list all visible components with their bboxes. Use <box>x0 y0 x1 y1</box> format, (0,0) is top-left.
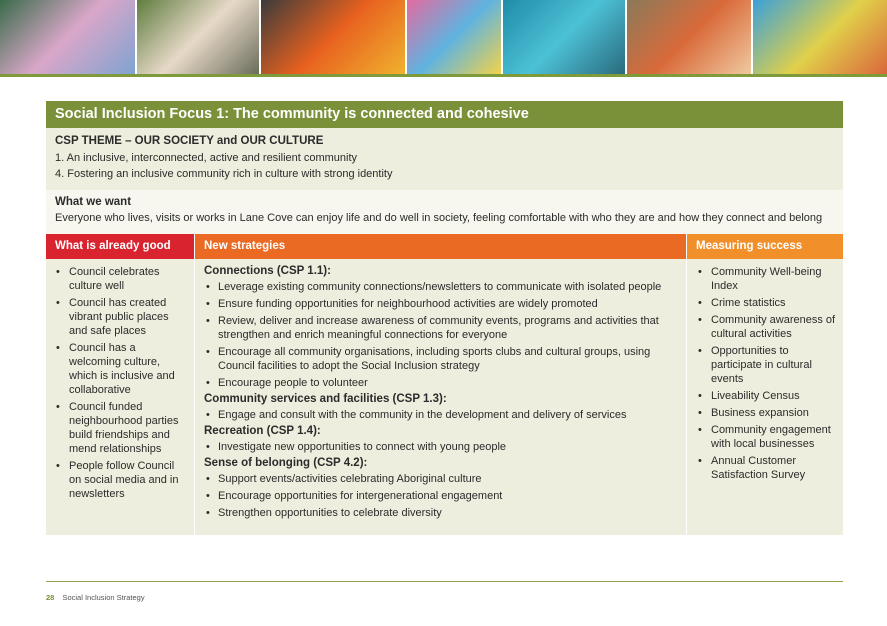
family-photo <box>135 0 259 74</box>
strategy-list <box>204 472 686 520</box>
dancers-photo <box>0 0 135 74</box>
already-good-item: • People follow Council on social media and in newsletters <box>46 459 194 501</box>
measuring-success-item: • Opportunities to participate in cultural events <box>687 344 843 386</box>
pool-photo <box>501 0 625 74</box>
page-footer <box>46 593 145 602</box>
csp-theme-heading: CSP THEME – OUR SOCIETY and OUR CULTURE <box>55 135 324 147</box>
strategy-table <box>46 234 843 535</box>
strategy-list <box>204 408 686 422</box>
already-good-column <box>46 234 194 535</box>
what-we-want-heading: What we want <box>55 196 132 208</box>
measuring-success-heading: Measuring success <box>686 234 843 259</box>
csp-theme-line: 4. Fostering an inclusive community rich in culture with strong identity <box>55 168 393 180</box>
strategy-section-title: Sense of belonging (CSP 4.2): <box>204 457 368 469</box>
focus-panel <box>46 101 843 535</box>
page-number: 28 <box>46 593 55 602</box>
strategy-section <box>204 425 686 454</box>
strategy-item: • Leverage existing community connections/newsletters to communicate with isolated people <box>204 280 686 294</box>
already-good-item: • Council has a welcoming culture, which is inclusive and collaborative <box>46 341 194 397</box>
already-good-body <box>46 259 194 535</box>
strategy-item: • Encourage opportunities for intergenerational engagement <box>204 489 686 503</box>
strategy-item: • Engage and consult with the community in the development and delivery of services <box>204 408 686 422</box>
strategy-list <box>204 280 686 390</box>
strategy-item: • Investigate new opportunities to connect with young people <box>204 440 686 454</box>
strategy-section <box>204 457 686 520</box>
measuring-success-item: • Community engagement with local businesses <box>687 423 843 451</box>
strategy-item: • Encourage all community organisations, including sports clubs and cultural groups, using Council facilities to adopt the Social Inclusion strategy <box>204 345 686 373</box>
strategy-section <box>204 265 686 390</box>
strategy-section-title: Recreation (CSP 1.4): <box>204 425 321 437</box>
strategy-item: • Ensure funding opportunities for neighbourhood activities are widely promoted <box>204 297 686 311</box>
already-good-list <box>46 265 194 501</box>
dog-photo <box>405 0 501 74</box>
focus-title: Social Inclusion Focus 1: The community is connected and cohesive <box>46 101 843 128</box>
already-good-item: • Council has created vibrant public places and safe places <box>46 296 194 338</box>
strategy-section-title: Community services and facilities (CSP 1.3): <box>204 393 447 405</box>
measuring-success-item: • Community awareness of cultural activities <box>687 313 843 341</box>
new-strategies-heading: New strategies <box>194 234 686 259</box>
strategy-item: • Review, deliver and increase awareness of community events, programs and activities that strengthen and enrich meaningful connections for everyone <box>204 314 686 342</box>
mural-photo <box>751 0 887 74</box>
friends-photo <box>625 0 751 74</box>
already-good-item: • Council celebrates culture well <box>46 265 194 293</box>
photo-banner <box>0 0 887 74</box>
banner-divider <box>0 74 887 77</box>
new-strategies-column <box>194 234 686 535</box>
footer-divider <box>46 581 843 582</box>
already-good-item: • Council funded neighbourhood parties build friendships and mend relationships <box>46 400 194 456</box>
document-title: Social Inclusion Strategy <box>62 593 145 602</box>
new-strategies-body <box>194 259 686 535</box>
measuring-success-item: • Liveability Census <box>687 389 843 403</box>
lion-dance-photo <box>259 0 405 74</box>
measuring-success-list <box>687 265 843 482</box>
measuring-success-body <box>686 259 843 535</box>
strategy-item: • Support events/activities celebrating Aboriginal culture <box>204 472 686 486</box>
strategy-section-title: Connections (CSP 1.1): <box>204 265 331 277</box>
measuring-success-column <box>686 234 843 535</box>
strategy-list <box>204 440 686 454</box>
measuring-success-item: • Community Well-being Index <box>687 265 843 293</box>
what-we-want-text: Everyone who lives, visits or works in Lane Cove can enjoy life and do well in society, feeling comfortable with who they are and how they connect and belong <box>55 212 823 224</box>
measuring-success-item: • Business expansion <box>687 406 843 420</box>
strategy-section <box>204 393 686 422</box>
what-we-want-box <box>46 190 843 234</box>
strategy-item: • Encourage people to volunteer <box>204 376 686 390</box>
already-good-heading: What is already good <box>46 234 194 259</box>
strategy-item: • Strengthen opportunities to celebrate diversity <box>204 506 686 520</box>
measuring-success-item: • Annual Customer Satisfaction Survey <box>687 454 843 482</box>
csp-theme-box <box>46 128 843 190</box>
measuring-success-item: • Crime statistics <box>687 296 843 310</box>
csp-theme-line: 1. An inclusive, interconnected, active and resilient community <box>55 152 358 164</box>
